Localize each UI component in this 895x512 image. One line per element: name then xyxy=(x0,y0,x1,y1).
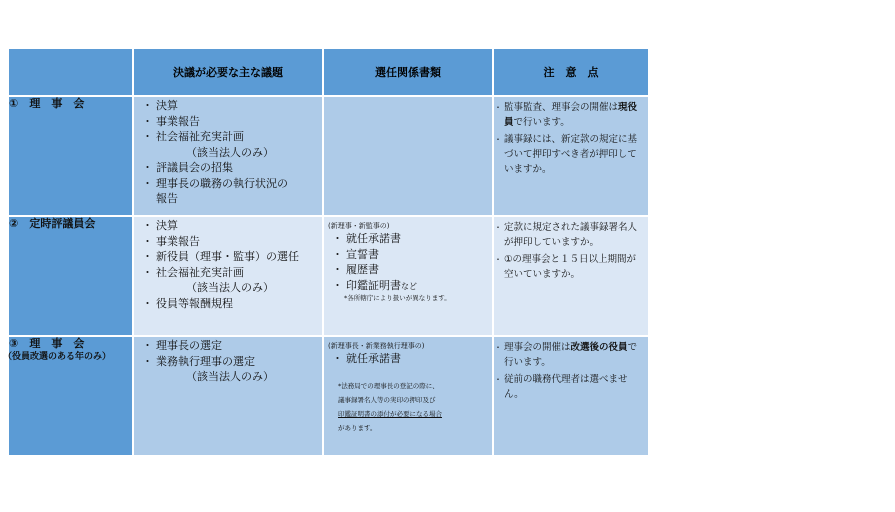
documents-cell: (新理事・新監事の) ・ 就任承諾書 ・ 宣誓書 ・ 履歴書 ・ 印鑑証明書など *各所轄庁により扱いが異なります。 xyxy=(323,216,493,336)
notes-cell xyxy=(493,216,649,336)
list-item: ・ 理事長の選定 xyxy=(142,338,322,354)
agenda-cell xyxy=(133,96,323,216)
header-documents: 選任関係書類 xyxy=(323,48,493,96)
note-item: ・ 従前の職務代理者は選べません。 xyxy=(496,372,644,402)
header-agenda: 決議が必要な主な議題 xyxy=(133,48,323,96)
list-item: ・ 就任承諾書 xyxy=(332,231,492,247)
list-item: ・ 社会福祉充実計画 （該当法人のみ） xyxy=(142,265,322,296)
notes-cell xyxy=(493,336,649,456)
note-item: ・ ①の理事会と１５日以上期間が空いていますか。 xyxy=(496,252,644,282)
list-item: ・ 決算 xyxy=(142,218,322,234)
list-item: ・ 印鑑証明書など xyxy=(332,278,492,295)
list-item: ・ 業務執行理事の選定 （該当法人のみ） xyxy=(142,354,322,385)
meeting-table xyxy=(3,47,650,457)
list-item: ・ 決算 xyxy=(142,98,322,114)
list-item: ・ 事業報告 xyxy=(142,114,322,130)
documents-cell xyxy=(323,96,493,216)
documents-cell: (新理事長・新業務執行理事の) ・ 就任承諾書 *法務局での理事長の登記の際に、 議事録署名人等の実印の押印及び 印鑑証明書の添付が必要になる場合 があります。 xyxy=(323,336,493,456)
fine-print: *法務局での理事長の登記の際に、 議事録署名人等の実印の押印及び 印鑑証明書の添付が必要になる場合 があります。 xyxy=(338,381,442,432)
table-row xyxy=(8,336,649,456)
note-item: ・ 監事監査、理事会の開催は現役員で行います。 xyxy=(496,100,644,130)
note-item: ・ 理事会の開催は改選後の役員で行います。 xyxy=(496,340,644,370)
item-board-meeting-1: ① 理 事 会 xyxy=(8,96,133,216)
list-item: ・ 事業報告 xyxy=(142,234,322,250)
item-regular-council: ② 定時評議員会 xyxy=(8,216,133,336)
table-row xyxy=(8,216,649,336)
list-item: ・ 就任承諾書 xyxy=(332,351,492,367)
header-row xyxy=(8,48,649,96)
list-item: ・ 新役員（理事・監事）の選任 xyxy=(142,249,322,265)
list-item: ・ 社会福祉充実計画 （該当法人のみ） xyxy=(142,129,322,160)
list-item: ・ 理事長の職務の執行状況の 報告 xyxy=(142,176,322,207)
header-blank xyxy=(8,48,133,96)
list-item: ・ 宣誓書 xyxy=(332,247,492,263)
list-item: ・ 評議員会の招集 xyxy=(142,160,322,176)
table-row xyxy=(8,96,649,216)
notes-cell xyxy=(493,96,649,216)
list-item: ・ 役員等報酬規程 xyxy=(142,296,322,312)
note-item: ・ 議事録には、新定款の規定に基づいて押印すべき者が押印していますか。 xyxy=(496,132,644,177)
item-board-meeting-3: ③ 理 事 会 （役員改選のある年のみ） xyxy=(8,336,133,456)
list-item: ・ 履歴書 xyxy=(332,262,492,278)
header-notes: 注 意 点 xyxy=(493,48,649,96)
agenda-cell xyxy=(133,336,323,456)
note-item: ・ 定款に規定された議事録署名人が押印していますか。 xyxy=(496,220,644,250)
agenda-cell xyxy=(133,216,323,336)
